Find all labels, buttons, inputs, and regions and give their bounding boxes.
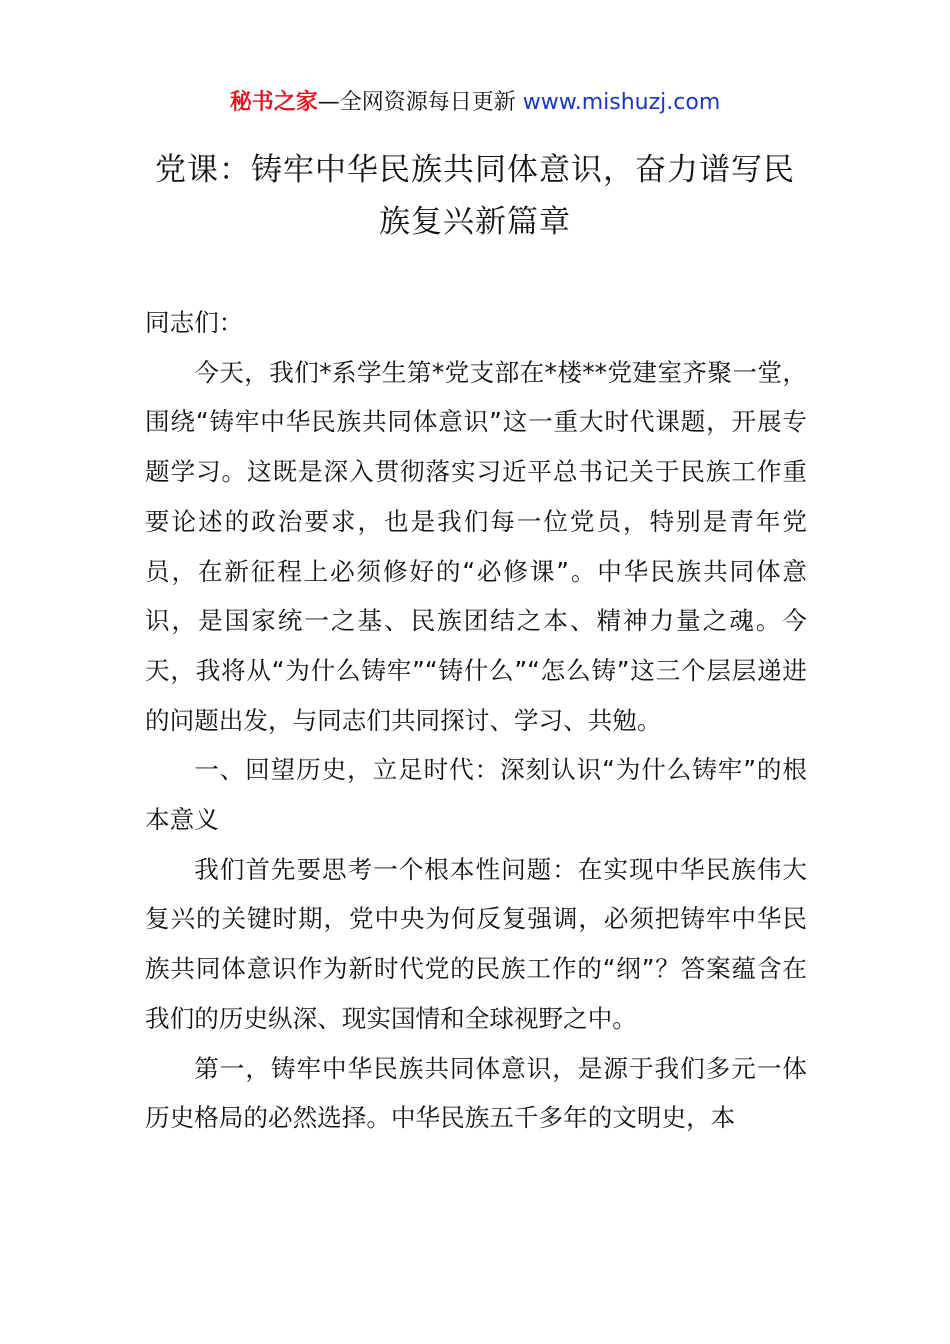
site-url-link[interactable]: www.mishuzj.com [522,90,721,115]
document-body [145,298,807,1143]
salutation: 同志们： [145,308,244,337]
document-title: 党课：铸牢中华民族共同体意识，奋力谱写民族复兴新篇章 [155,152,795,240]
body-paragraph: 第一，铸牢中华民族共同体意识，是源于我们多元一体历史格局的必然选择。中华民族五千多年的文明史，本 [145,1053,807,1133]
brand-name: 秘书之家 [229,90,318,115]
body-paragraph: 今天，我们*系学生第*党支部在*楼**党建室齐聚一堂，围绕“铸牢中华民族共同体意识”这一重大时代课题，开展专题学习。这既是深入贯彻落实习近平总书记关于民族工作重要论述的政治要求，也是我们每一位党员，特别是青年党员，在新征程上必须修好的“必修课”。中华民族共同体意识，是国家统一之基、民族团结之本、精神力量之魂。今天，我将从“为什么铸牢”“铸什么”“怎么铸”这三个层层递进的问题出发，与同志们共同探讨、学习、共勉。 [145,357,807,735]
section-heading: 一、回望历史，立足时代：深刻认识“为什么铸牢”的根本意义 [145,755,807,835]
body-paragraph: 我们首先要思考一个根本性问题：在实现中华民族伟大复兴的关键时期，党中央为何反复强调，必须把铸牢中华民族共同体意识作为新时代党的民族工作的“纲”？答案蕴含在我们的历史纵深、现实国情和全球视野之中。 [145,854,807,1033]
header-tagline: —全网资源每日更新 [317,90,523,115]
site-header [0,86,950,120]
